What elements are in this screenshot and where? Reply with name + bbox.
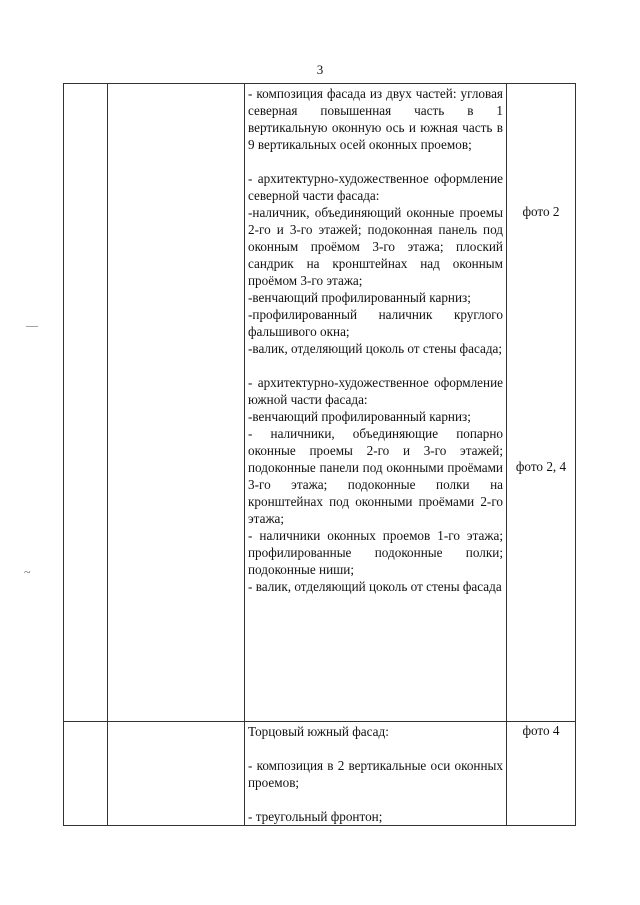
photo-reference: фото 2	[522, 204, 560, 219]
table-cell-object	[108, 84, 245, 722]
table-cell-number	[64, 722, 108, 826]
table-row	[64, 722, 576, 826]
table-cell-photo	[507, 84, 576, 722]
south-part-item: -венчающий профилированный карниз;	[248, 409, 471, 424]
table-cell-description	[245, 84, 507, 722]
page-number: 3	[316, 62, 324, 77]
table-cell-object	[108, 722, 245, 826]
south-part-item: - наличники оконных проемов 1-го этажа; профилированные подоконные полки; подоконные ниши;	[248, 528, 503, 577]
north-part-item: -профилированный наличник круглого фальшивого окна;	[248, 307, 503, 339]
north-part-item: -венчающий профилированный карниз;	[248, 290, 471, 305]
photo-reference: фото 2, 4	[515, 459, 567, 474]
table-cell-photo	[507, 722, 576, 826]
monument-description-table	[63, 83, 576, 826]
south-part-item: - валик, отделяющий цоколь от стены фасада	[248, 579, 502, 594]
table-row	[64, 84, 576, 722]
south-end-facade-item: - треугольный фронтон;	[248, 809, 383, 824]
north-part-item: -наличник, объединяющий оконные проемы 2-го и 3-го этажей; подоконная панель под оконным проёмом 3-го этажа; плоский сандрик на кронштейнах над оконным проёмом 3-го этажа;	[248, 205, 503, 288]
south-part-item: - наличники, объединяющие попарно оконные проемы 2-го и 3-го этажей; подоконные панели под оконными проёмами 3-го этажа; подоконные полки на кронштейнах под оконными проёмами 2-го этажа;	[248, 426, 503, 526]
scan-mark: ~	[24, 565, 31, 579]
table-cell-number	[64, 84, 108, 722]
north-part-item: -валик, отделяющий цоколь от стены фасада;	[248, 341, 503, 356]
south-end-facade-item: - композиция в 2 вертикальные оси оконных проемов;	[248, 758, 503, 790]
photo-reference: фото 4	[522, 723, 560, 738]
table-cell-description	[245, 722, 507, 826]
south-end-facade-title: Торцовый южный фасад:	[248, 724, 389, 739]
facade-composition-text: - композиция фасада из двух частей: угловая северная повышенная часть в 1 вертикальную оконную ось и южная часть в 9 вертикальных осей оконных проемов;	[248, 86, 503, 152]
north-part-heading: - архитектурно-художественное оформление северной части фасада:	[248, 171, 503, 203]
scan-mark: —	[26, 318, 38, 332]
south-part-heading: - архитектурно-художественное оформление южной части фасада:	[248, 375, 503, 407]
